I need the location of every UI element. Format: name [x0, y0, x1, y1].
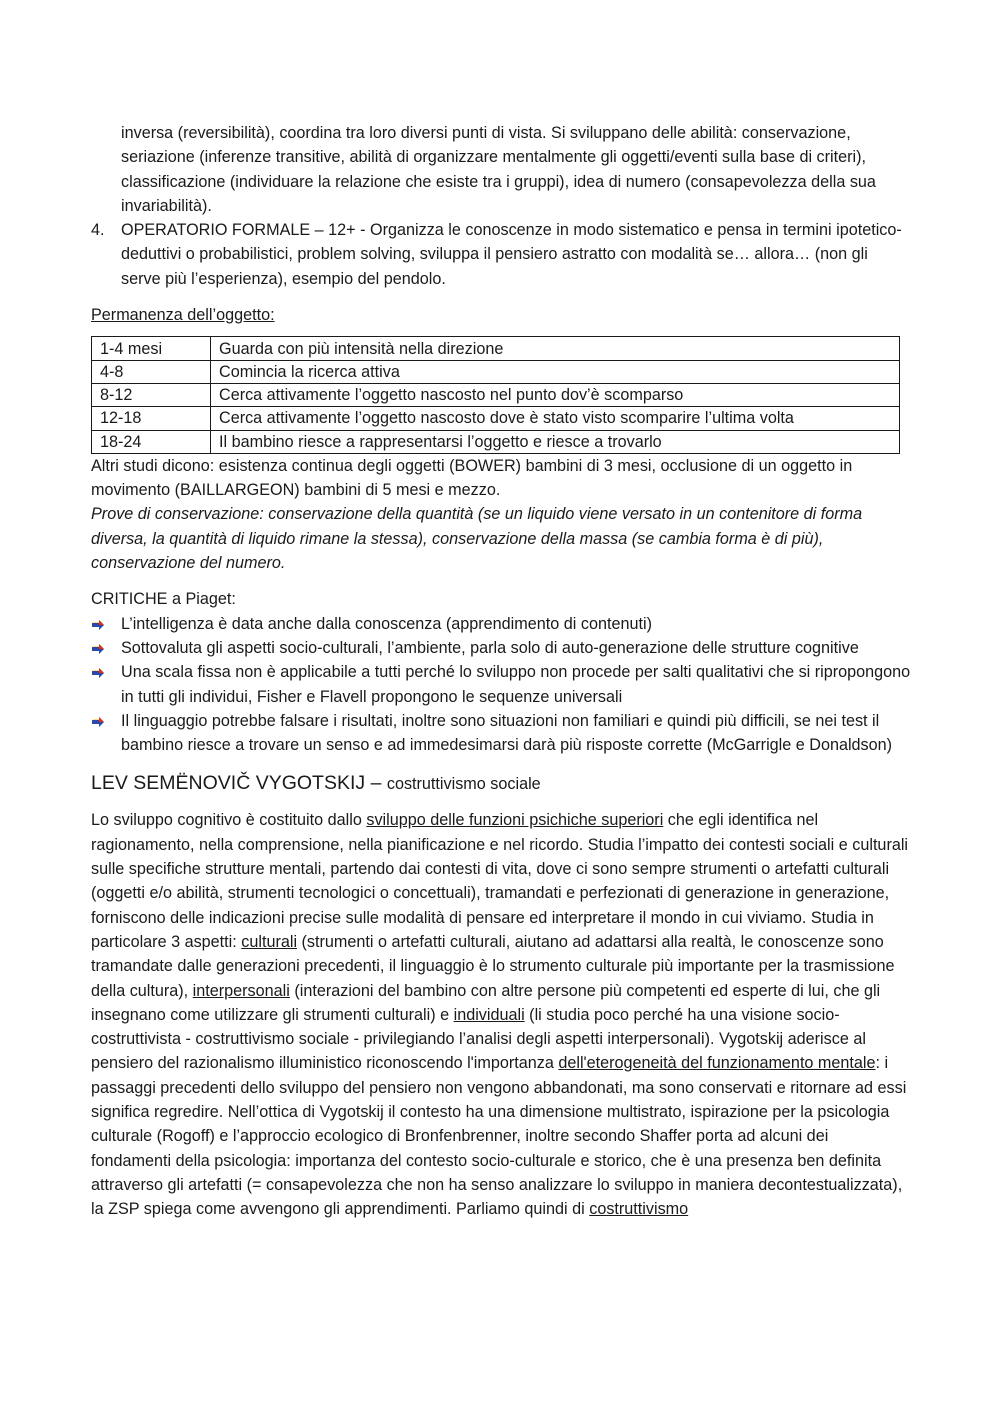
table-row: [92, 383, 900, 406]
text-run: che egli identifica nel ragionamento, nella comprensione, nella pianificazione e nel ricordo. Studia l’impatto dei contesti sociali e culturali sulle specifiche strutture mentali, partendo dai contesti di vita, dove ci sono sempre strumenti o artefatti culturali (oggetti e/o abilità, strumenti tecnologici o concettuali), tramandati e perfezionati di generazione in generazione, forniscono delle indicazioni precise sulle modalità di pensare ed interpretare il mondo in cui viviamo. Studia in particolare 3 aspetti:: [91, 811, 909, 951]
arrow-bullet-icon: [91, 715, 105, 729]
vygotskij-paragraph: [91, 808, 911, 1221]
table-row: [92, 360, 900, 383]
underlined-term: dell'eterogeneità del funzionamento mentale: [558, 1054, 876, 1073]
underlined-term: interpersonali: [192, 981, 290, 1000]
other-studies: Altri studi dicono: esistenza continua degli oggetti (BOWER) bambini di 3 mesi, occlusione di un oggetto in movimento (BAILLARGEON) bambini di 5 mesi e mezzo.: [91, 456, 853, 500]
stage3-continuation: inversa (reversibilità), coordina tra loro diversi punti di vista. Si sviluppano delle abilità: conservazione, seriazione (inferenze transitive, abilità di organizzare mentalmente gli oggetti/eventi sulla base di criteri), classificazione (individuare la relazione che esiste tra i gruppi), idea di numero (consapevolezza della sua invariabilità).: [121, 124, 876, 215]
list-item: [91, 660, 911, 709]
arrow-bullet-icon: [91, 666, 105, 680]
permanence-table: [91, 336, 900, 453]
underlined-term: sviluppo delle funzioni psichiche superiori: [366, 811, 664, 830]
desc-cell: Cerca attivamente l’oggetto nascosto dove è stato visto scomparire l’ultima volta: [211, 407, 900, 430]
critique-text: Sottovaluta gli aspetti socio-culturali, l’ambiente, parla solo di auto-generazione delle strutture cognitive: [121, 638, 859, 657]
list-item: [91, 612, 911, 636]
critique-text: L’intelligenza è data anche dalla conoscenza (apprendimento di contenuti): [121, 614, 652, 633]
stage4-text: OPERATORIO FORMALE – 12+ - Organizza le conoscenze in modo sistematico e pensa in termini ipotetico-deduttivi o probabilistici, problem solving, sviluppa il pensiero astratto con modalità se… allora… (non gli serve più l’esperienza), esempio del pendolo.: [121, 221, 902, 288]
age-cell: 18-24: [92, 430, 211, 453]
table-row: [92, 407, 900, 430]
heading-sub: costruttivismo sociale: [386, 775, 541, 794]
underlined-term: individuali: [453, 1005, 525, 1024]
list-item: [91, 636, 911, 660]
arrow-bullet-icon: [91, 642, 105, 656]
desc-cell: Guarda con più intensità nella direzione: [211, 337, 900, 360]
underlined-term: culturali: [241, 932, 298, 951]
document-page: [91, 121, 911, 1221]
section-heading: [91, 769, 911, 798]
age-cell: 12-18: [92, 407, 211, 430]
list-item: [91, 709, 911, 758]
text-run: Lo sviluppo cognitivo è costituito dallo: [91, 811, 367, 830]
text-run: (interazioni del bambino con altre persone più competenti ed esperte di lui, che gli insegnano come utilizzare gli strumenti culturali) e: [91, 981, 881, 1024]
critiques-list: [91, 612, 911, 758]
age-cell: 8-12: [92, 383, 211, 406]
desc-cell: Comincia la ricerca attiva: [211, 360, 900, 383]
age-cell: 1-4 mesi: [92, 337, 211, 360]
arrow-bullet-icon: [91, 618, 105, 632]
text-run: : i passaggi precedenti dello sviluppo del pensiero non vengono abbandonati, ma sono conservati e ritornare ad essi significa regredire. Nell’ottica di Vygotskij il contesto ha una dimensione multistrato, ispirazione per la psicologia culturale (Rogoff) e l’approccio ecologico di Bronfenbrenner, inoltre secondo Shaffer porta ad alcuni dei fondamenti della psicologia: importanza del contesto socio-culturale e storico, che è una presenza ben definita attraverso gli artefatti (= consapevolezza che non ha senso analizzare lo sviluppo in maniera decontestualizzata), la ZSP spiega come avvengono gli apprendimenti. Parliamo quindi di: [91, 1054, 907, 1219]
critiques-title: CRITICHE a Piaget:: [91, 590, 236, 609]
desc-cell: Il bambino riesce a rappresentarsi l’oggetto e riesce a trovarlo: [211, 430, 900, 453]
critique-text: Una scala fissa non è applicabile a tutti perché lo sviluppo non procede per salti qualitativi che si ripropongono in tutti gli individui, Fisher e Flavell propongono le sequenze universali: [121, 663, 911, 706]
underlined-term: costruttivismo: [589, 1200, 689, 1219]
desc-cell: Cerca attivamente l’oggetto nascosto nel punto dov’è scomparso: [211, 383, 900, 406]
text-run: (li studia poco perché ha una visione socio-costruttivista - costruttivismo sociale - privilegiando l’analisi degli aspetti interpersonali). Vygotskij aderisce al pensiero del razionalismo illuministico riconoscendo l'importanza: [91, 1005, 866, 1073]
stage4-number: 4.: [91, 221, 105, 240]
text-run: (strumenti o artefatti culturali, aiutano ad adattarsi alla realtà, le conoscenze sono tramandate dalle generazioni precedenti, il linguaggio è lo strumento culturale più importante per la trasmissione della cultura),: [91, 932, 895, 1000]
table-row: [92, 430, 900, 453]
stage4-item: [91, 218, 911, 291]
heading-main: LEV SEMËNOVIČ VYGOTSKIJ –: [91, 772, 382, 795]
permanence-title: Permanenza dell’oggetto:: [91, 306, 275, 325]
age-cell: 4-8: [92, 360, 211, 383]
conservation-tests: Prove di conservazione: conservazione della quantità (se un liquido viene versato in un contenitore di forma diversa, la quantità di liquido rimane la stessa), conservazione della massa (se cambia forma è di più), conservazione del numero.: [91, 505, 863, 573]
table-row: [92, 337, 900, 360]
critique-text: Il linguaggio potrebbe falsare i risultati, inoltre sono situazioni non familiari e quindi più difficili, se nei test il bambino riesce a trovare un senso e ad immedesimarsi darà più risposte corrette (McGarrigle e Donaldson): [121, 711, 893, 755]
